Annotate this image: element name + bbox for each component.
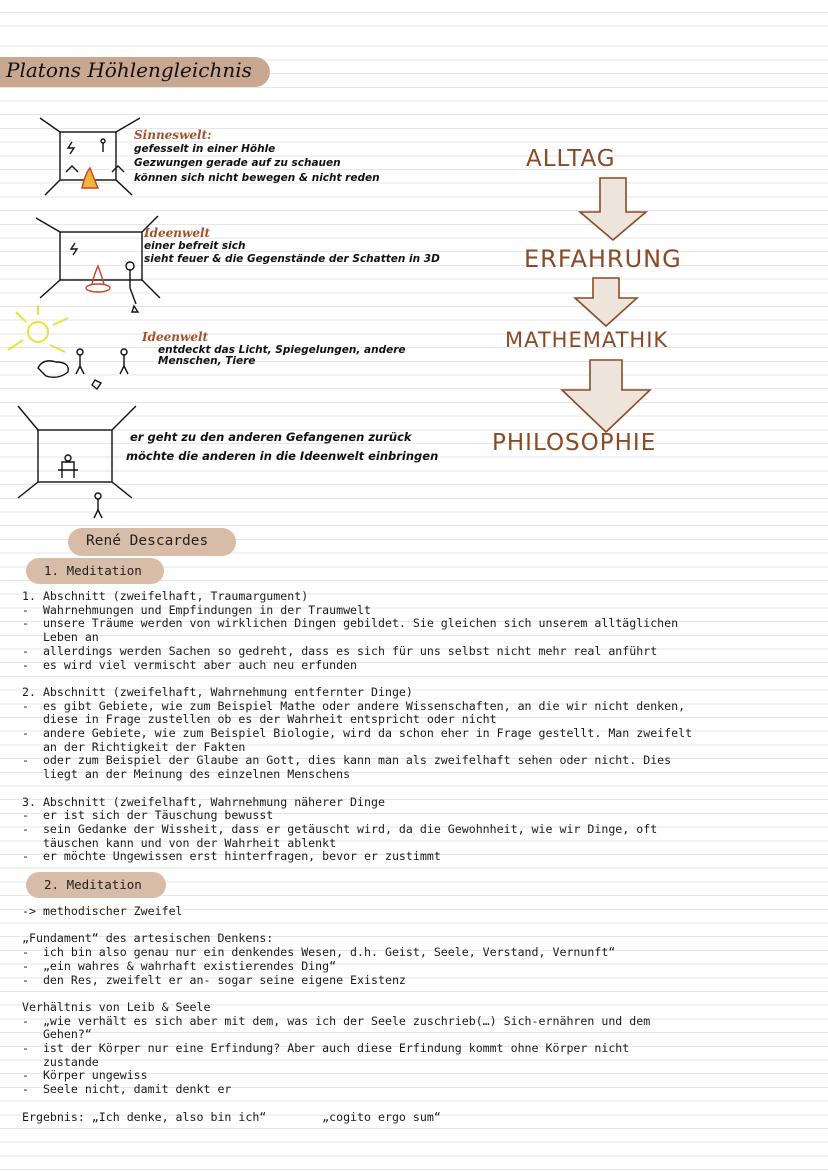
flow-arrow-1 [580, 178, 646, 240]
step1-line-3: können sich nicht bewegen & nicht reden [134, 172, 380, 184]
step4-line-1: er geht zu den anderen Gefangenen zurück [130, 430, 412, 444]
step1-line-1: gefesselt in einer Höhle [134, 143, 276, 155]
cave-sketch-1 [40, 118, 140, 195]
meditation-1-heading: 1. Meditation [44, 563, 142, 578]
meditation-1-notes: 1. Abschnitt (zweifelhaft, Traumargument) - Wahrnehmungen und Empfindungen in der Traumwelt - unsere Träume werden von wirklichen Dingen gebildet. Sie gleichen sich unserem alltäglichen Leben an - allerdings werden Sachen so gedreht, dass es sich für uns selbst nicht mehr real anführt - es wird viel vermischt aber auch neu erfunden 2. Abschnitt (zweifelhaft, Wahrnehmung entfernter Dinge) - es gibt Gebiete, wie zum Beispiel Mathe oder andere Wissenschaften, an die wir nicht denken, diese in Frage zustellen ob es der Wahrheit entspricht oder nicht - andere Gebiete, wie zum Beispiel Biologie, wird da schon eher in Frage gestellt. Man zweifelt an der Richtigkeit der Fakten - oder zum Beispiel der Glaube an Gott, dies kann man als zweifelhaft sehen oder nicht. Dies liegt an der Meinung des einzelnen Menschens 3. Abschnitt (zweifelhaft, Wahrnehmung näherer Dinge - er ist sich der Täuschung bewusst - sein Gedanke der Wissheit, dass er getäuscht wird, da die Gewohnheit, wie wir Dinge, oft täuschen kann und von der Wahrheit ablenkt - er möchte Ungewissen erst hinterfragen, bevor er zustimmt [22, 589, 693, 864]
flow-erfahrung: ERFAHRUNG [524, 245, 682, 273]
page-title: Platons Höhlengleichnis [6, 58, 252, 82]
flow-arrows [562, 178, 650, 432]
cave-sketch-2 [36, 216, 160, 312]
cave-sketches [0, 0, 828, 560]
ideenwelt-label-2: Ideenwelt [142, 330, 209, 344]
ideenwelt-label-1: Ideenwelt [144, 226, 211, 240]
flow-alltag: ALLTAG [526, 146, 616, 172]
cave-sketch-4 [18, 406, 136, 518]
meditation-2-notes: -> methodischer Zweifel „Fundament“ des artesischen Denkens: - ich bin also genau nur ein denkendes Wesen, d.h. Geist, Seele, Verstand, Vernunft“ - „ein wahres & wahrhaft existierendes Ding“ - den Res, zweifelt er an- sogar seine eigene Existenz Verhältnis von Leib & Seele - „wie verhält es sich aber mit dem, was ich der Seele zuschrieb(…) Sich-ernähren und dem Gehen?“ - ist der Körper nur eine Erfindung? Aber auch diese Erfindung kommt ohne Körper nicht zustande - Körper ungewiss - Seele nicht, damit denkt er Ergebnis: „Ich denke, also bin ich“ „cogito ergo sum“ [22, 904, 651, 1124]
step4-line-2: möchte die anderen in die Ideenwelt einbringen [126, 449, 439, 463]
flow-philosophie: PHILOSOPHIE [492, 430, 657, 456]
descartes-heading: René Descardes [86, 533, 209, 549]
flow-arrow-3 [562, 360, 650, 432]
step2-line-1: einer befreit sich [144, 240, 246, 252]
cave-sketch-3 [8, 305, 128, 389]
sinneswelt-label: Sinneswelt: [134, 128, 212, 142]
step1-line-2: Gezwungen gerade auf zu schauen [134, 157, 341, 169]
flow-mathematik: MATHEMATHIK [505, 328, 669, 352]
flow-arrow-2 [575, 278, 637, 326]
step3-line-2: Menschen, Tiere [158, 355, 256, 367]
meditation-2-heading: 2. Meditation [44, 877, 142, 892]
step2-line-2: sieht feuer & die Gegenstände der Schatten in 3D [144, 253, 440, 265]
step3-line-1: entdeckt das Licht, Spiegelungen, andere [158, 344, 406, 356]
